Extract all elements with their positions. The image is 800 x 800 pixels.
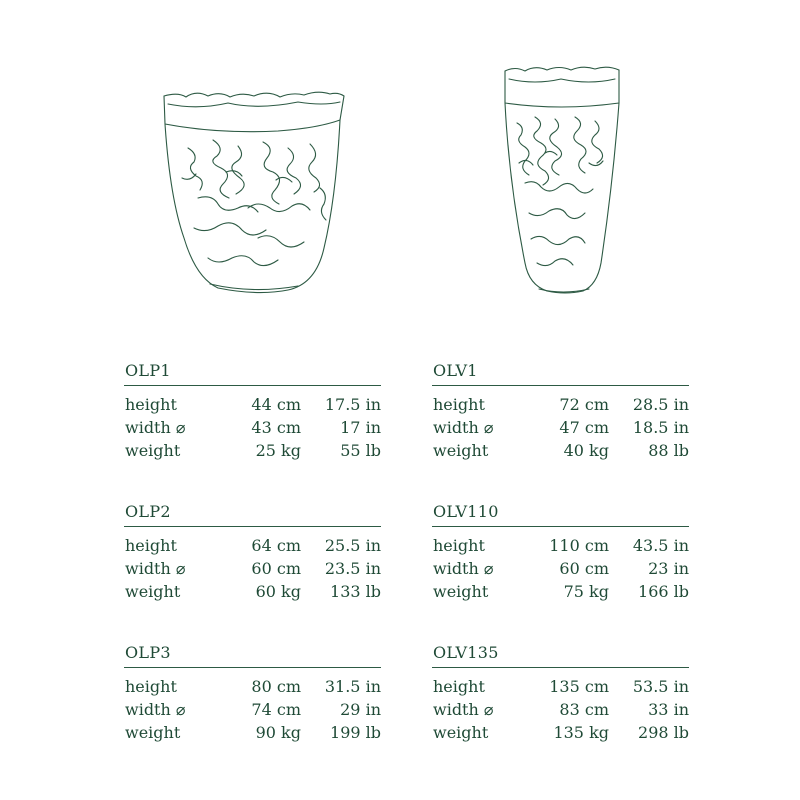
spec-metric-value: 75 kg (563, 582, 609, 601)
spec-imperial-value: 28.5 in (632, 395, 689, 414)
spec-metric-value: 60 cm (559, 559, 609, 578)
spec-metric-value: 43 cm (251, 418, 301, 437)
spec-label: height (433, 395, 485, 414)
spec-imperial-value: 133 lb (330, 582, 381, 601)
spec-imperial-value: 33 in (648, 700, 689, 719)
spec-label: width ⌀ (433, 700, 494, 719)
title-divider (124, 667, 381, 668)
spec-table-olp1 (124, 361, 381, 462)
spec-table-olp3 (124, 643, 381, 744)
spec-metric-value: 110 cm (549, 536, 609, 555)
spec-row-width (432, 416, 689, 439)
spec-imperial-value: 199 lb (330, 723, 381, 742)
spec-imperial-value: 29 in (340, 700, 381, 719)
tall-vase-illustration (495, 63, 630, 298)
model-title: OLV1 (433, 361, 478, 380)
spec-row-width (432, 557, 689, 580)
spec-imperial-value: 18.5 in (632, 418, 689, 437)
spec-label: height (125, 677, 177, 696)
spec-imperial-value: 53.5 in (632, 677, 689, 696)
spec-label: width ⌀ (433, 559, 494, 578)
spec-table-olv1 (432, 361, 689, 462)
spec-metric-value: 60 cm (251, 559, 301, 578)
spec-row-weight (124, 580, 381, 603)
spec-label: width ⌀ (125, 700, 186, 719)
spec-label: height (433, 536, 485, 555)
spec-label: weight (433, 441, 489, 460)
spec-metric-value: 74 cm (251, 700, 301, 719)
spec-label: weight (433, 723, 489, 742)
spec-metric-value: 72 cm (559, 395, 609, 414)
spec-row-weight (432, 439, 689, 462)
spec-imperial-value: 23.5 in (324, 559, 381, 578)
spec-metric-value: 83 cm (559, 700, 609, 719)
title-divider (124, 385, 381, 386)
spec-row-width (124, 698, 381, 721)
spec-metric-value: 44 cm (251, 395, 301, 414)
spec-label: weight (125, 441, 181, 460)
spec-imperial-value: 43.5 in (632, 536, 689, 555)
spec-imperial-value: 17.5 in (324, 395, 381, 414)
spec-row-height (124, 675, 381, 698)
spec-metric-value: 64 cm (251, 536, 301, 555)
spec-imperial-value: 166 lb (638, 582, 689, 601)
title-divider (124, 526, 381, 527)
wide-planter-illustration (158, 88, 348, 298)
spec-row-width (432, 698, 689, 721)
spec-row-height (432, 534, 689, 557)
spec-label: width ⌀ (433, 418, 494, 437)
spec-table-olp2 (124, 502, 381, 603)
title-divider (432, 526, 689, 527)
spec-imperial-value: 88 lb (648, 441, 689, 460)
spec-row-height (432, 393, 689, 416)
spec-metric-value: 47 cm (559, 418, 609, 437)
spec-row-weight (432, 721, 689, 744)
spec-metric-value: 40 kg (563, 441, 609, 460)
spec-metric-value: 80 cm (251, 677, 301, 696)
spec-row-weight (124, 721, 381, 744)
spec-label: height (433, 677, 485, 696)
spec-imperial-value: 298 lb (638, 723, 689, 742)
spec-metric-value: 90 kg (255, 723, 301, 742)
spec-row-width (124, 416, 381, 439)
spec-imperial-value: 55 lb (340, 441, 381, 460)
title-divider (432, 667, 689, 668)
spec-label: width ⌀ (125, 418, 186, 437)
spec-row-weight (124, 439, 381, 462)
spec-label: weight (433, 582, 489, 601)
spec-imperial-value: 25.5 in (324, 536, 381, 555)
spec-label: height (125, 395, 177, 414)
model-title: OLP1 (125, 361, 171, 380)
spec-row-height (124, 534, 381, 557)
model-title: OLV110 (433, 502, 499, 521)
spec-imperial-value: 17 in (340, 418, 381, 437)
spec-imperial-value: 31.5 in (324, 677, 381, 696)
spec-label: height (125, 536, 177, 555)
model-title: OLV135 (433, 643, 499, 662)
spec-imperial-value: 23 in (648, 559, 689, 578)
spec-label: weight (125, 723, 181, 742)
spec-label: weight (125, 582, 181, 601)
spec-row-height (124, 393, 381, 416)
spec-metric-value: 25 kg (255, 441, 301, 460)
spec-table-olv110 (432, 502, 689, 603)
spec-table-olv135 (432, 643, 689, 744)
spec-label: width ⌀ (125, 559, 186, 578)
spec-metric-value: 135 kg (553, 723, 609, 742)
spec-row-width (124, 557, 381, 580)
spec-metric-value: 135 cm (549, 677, 609, 696)
spec-row-weight (432, 580, 689, 603)
model-title: OLP3 (125, 643, 171, 662)
model-title: OLP2 (125, 502, 171, 521)
spec-metric-value: 60 kg (255, 582, 301, 601)
spec-row-height (432, 675, 689, 698)
title-divider (432, 385, 689, 386)
